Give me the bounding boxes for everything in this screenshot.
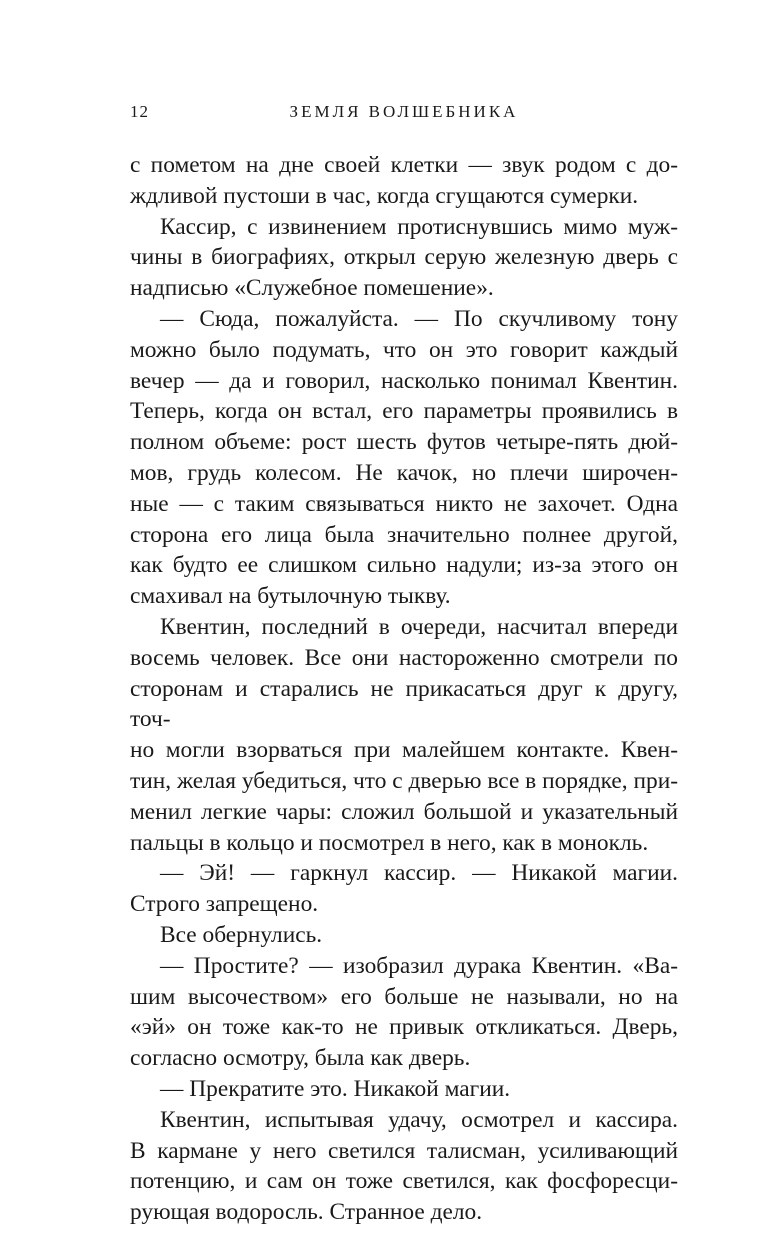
text-line: менил легкие чары: сложил большой и указательный [130,798,678,825]
text-line: Квентин, испытывая удачу, осмотрел и кассира. [160,1106,678,1133]
text-line: смахивал на бутылочную тыкву. [130,583,451,610]
text-line: сторонам и старались не прикасаться друг к другу, точ- [130,675,678,733]
text-line: Теперь, когда он встал, его параметры проявились в [130,398,678,425]
text-line: пальцы в кольцо и посмотрел в него, как в монокль. [130,829,649,856]
text-line: Квентин, последний в очереди, насчитал впереди [160,613,678,640]
text-line: — Прекратите это. Никакой магии. [160,1075,511,1102]
running-head: ЗЕМЛЯ ВОЛШЕБНИКА [289,102,519,121]
text-line: чины в биографиях, открыл серую железную дверь с [130,244,678,271]
text-line: согласно осмотру, была как дверь. [130,1045,471,1072]
text-line: Все обернулись. [160,921,323,948]
text-line: полном объеме: рост шесть футов четыре-пять дюй- [130,429,678,456]
text-line: Кассир, с извинением протиснувшись мимо муж- [160,213,678,240]
text-line: мов, грудь колесом. Не качок, но плечи широчен- [130,459,678,486]
text-line: тин, желая убедиться, что с дверью все в порядке, при- [130,767,679,794]
text-line: — Эй! — гаркнул кассир. — Никакой магии. [160,860,678,887]
text-line: «эй» он тоже как-то не привык откликаться. Дверь, [130,1014,678,1041]
text-line: В кармане у него светился талисман, усиливающий [130,1137,678,1164]
text-line: надписью «Служебное помешение». [130,275,494,302]
text-line: шим высочеством» его больше не называли, но на [130,983,678,1010]
text-line: с пометом на дне своей клетки — звук родом с до- [130,152,678,178]
text-line: рующая водоросль. Странное дело. [130,1199,483,1226]
text-line: — Сюда, пожалуйста. — По скучливому тону [160,305,678,332]
body-text [130,150,678,1228]
text-line: восемь человек. Все они настороженно смотрели по [130,644,678,671]
text-line: потенцию, и сам он тоже светился, как фосфоресци- [130,1168,678,1195]
text-line: сторона его лица была значительно полнее другой, [130,521,678,548]
text-line: — Простите? — изобразил дурака Квентин. «Ва- [160,952,678,979]
text-line: ждливой пустоши в час, когда сгущаются сумерки. [130,182,639,209]
text-line: как будто ее слишком сильно надули; из-за этого он [130,552,678,579]
text-line: ные — с таким связываться никто не захочет. Одна [130,490,678,517]
text-line: можно было подумать, что он это говорит каждый [130,336,678,363]
text-line: но могли взорваться при малейшем контакте. Квен- [130,737,678,764]
text-line: вечер — да и говорил, насколько понимал Квентин. [130,367,678,394]
page-number: 12 [130,102,149,121]
page-header [130,102,678,126]
text-line: Строго запрещено. [130,891,319,918]
